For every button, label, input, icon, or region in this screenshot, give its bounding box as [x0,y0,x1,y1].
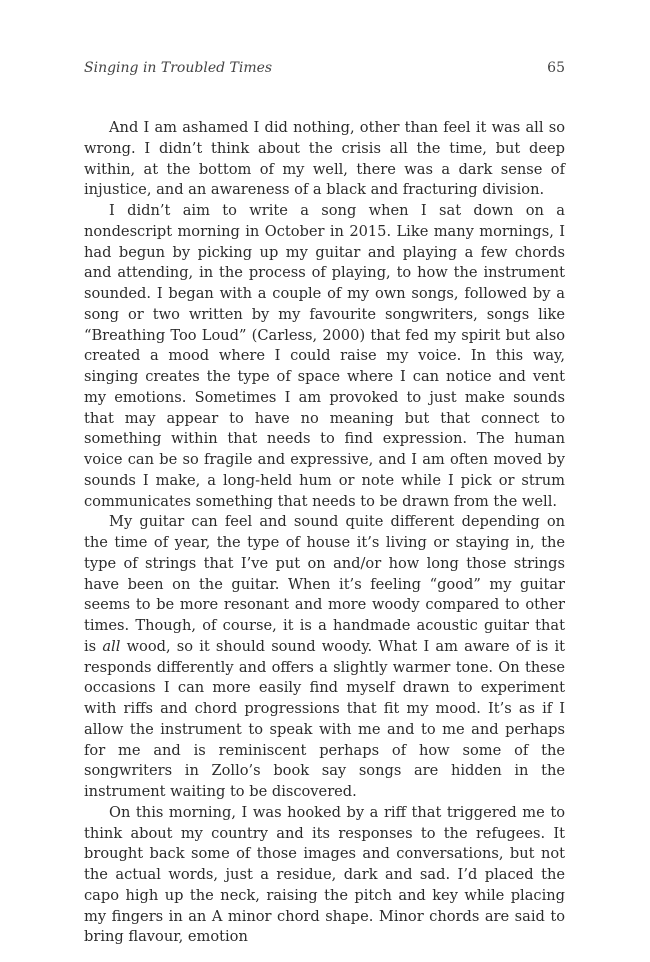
paragraph-3 [84,512,565,803]
page-number: 65 [547,60,565,76]
book-page [84,0,565,962]
body-text [84,118,565,948]
paragraph-3-emphasis: all [102,637,121,655]
paragraph-3-text-after: wood, so it should sound woody. What I am aware of is it responds differently and offers a slightly warmer tone. On these occasions I can more easily find myself drawn to experiment with riffs and chord progressions that fit my mood. It’s as if I allow the instrument to speak with me and to me and perhaps for me and is reminiscent perhaps of how some of the songwriters in Zollo’s book say songs are hidden in the instrument waiting to be discovered. [84,637,565,800]
paragraph-3-text-before: My guitar can feel and sound quite different depending on the time of year, the type of house it’s living or staying in, the type of strings that I’ve put on and/or how long those strings have been on the guitar. When it’s feeling “good” my guitar seems to be more resonant and more woody compared to other times. Though, of course, it is a handmade acoustic guitar that is [84,513,565,655]
running-head [84,60,565,80]
paragraph-1: And I am ashamed I did nothing, other than feel it was all so wrong. I didn’t think about the crisis all the time, but deep within, at the bottom of my well, there was a dark sense of injustice, and an awareness of a black and fracturing division. [84,119,565,199]
running-title: Singing in Troubled Times [84,60,273,76]
paragraph-2: I didn’t aim to write a song when I sat down on a nondescript morning in October in 2015. Like many mornings, I had begun by picking up my guitar and playing a few chords and attending, in the process of playing, to how the instrument sounded. I began with a couple of my own songs, followed by a song or two written by my favourite songwriters, songs like “Breathing Too Loud” (Carless, 2000) that fed my spirit but also created a mood where I could raise my voice. In this way, singing creates the type of space where I can notice and vent my emotions. Sometimes I am provoked to just make sounds that may appear to have no meaning but that connect to something within that needs to find expression. The human voice can be so fragile and expressive, and I am often moved by sounds I make, a long-held hum or note while I pick or strum communicates something that needs to be drawn from the well. [84,202,565,510]
paragraph-4: On this morning, I was hooked by a riff that triggered me to think about my country and its responses to the refugees. It brought back some of those images and conversations, but not the actual words, just a residue, dark and sad. I’d placed the capo high up the neck, raising the pitch and key while placing my fingers in an A minor chord shape. Minor chords are said to bring flavour, emotion [84,803,565,946]
